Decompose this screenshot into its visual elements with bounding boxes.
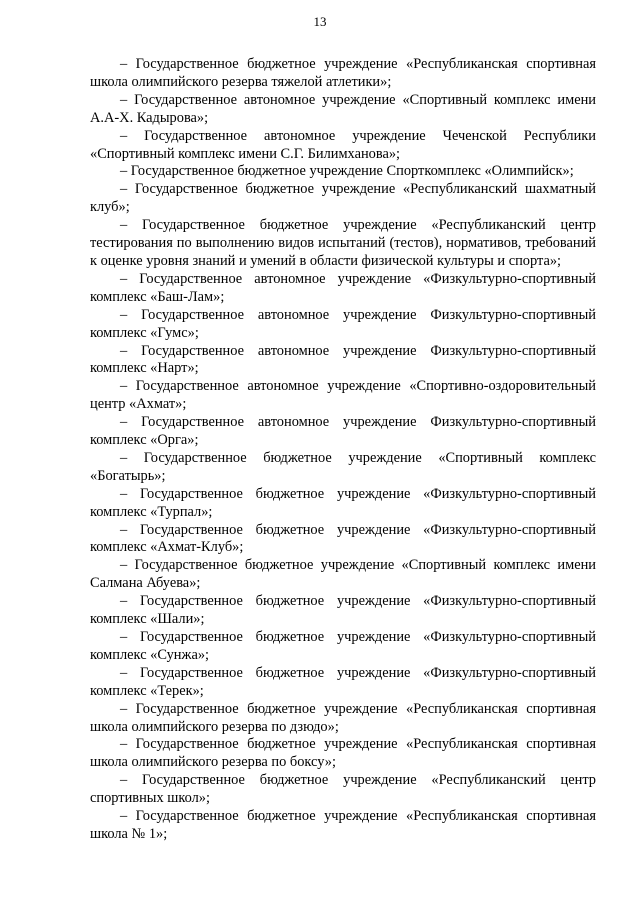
list-item: – Государственное бюджетное учреждение «Физкультурно-спортивный комплекс «Ахмат-Клуб»; (90, 521, 596, 556)
list-item: – Государственное бюджетное учреждение «Республиканская спортивная школа олимпийского резерва по боксу»; (90, 736, 596, 771)
list-item: – Государственное бюджетное учреждение «Физкультурно-спортивный комплекс «Шали»; (90, 593, 596, 628)
page-number: 13 (313, 14, 327, 29)
list-item: – Государственное бюджетное учреждение «Республиканский центр тестирования по выполнению видов испытаний (тестов), нормативов, требований к оценке уровня знаний и умений в области физической культуры и спорта»; (90, 217, 596, 269)
list-item: – Государственное бюджетное учреждение «Спортивный комплекс имени Салмана Абуева»; (90, 557, 596, 592)
list-item: – Государственное бюджетное учреждение «Физкультурно-спортивный комплекс «Турпал»; (90, 485, 596, 520)
institution-list (90, 56, 596, 844)
list-item: – Государственное автономное учреждение «Спортивно-оздоровительный центр «Ахмат»; (90, 378, 596, 413)
list-item: – Государственное бюджетное учреждение «Республиканский центр спортивных школ»; (90, 772, 596, 807)
list-item: – Государственное бюджетное учреждение «Республиканская спортивная школа олимпийского резерва тяжелой атлетики»; (90, 56, 596, 90)
list-item: – Государственное бюджетное учреждение «Спортивный комплекс «Богатырь»; (90, 449, 596, 484)
list-item: – Государственное бюджетное учреждение «Республиканский шахматный клуб»; (90, 181, 596, 216)
list-item: – Государственное бюджетное учреждение Спорткомплекс «Олимпийск»; (120, 163, 574, 180)
list-item: – Государственное автономное учреждение Физкультурно-спортивный комплекс «Орга»; (90, 414, 596, 449)
list-item: – Государственное автономное учреждение Физкультурно-спортивный комплекс «Нарт»; (90, 342, 596, 377)
list-item: – Государственное бюджетное учреждение «Физкультурно-спортивный комплекс «Сунжа»; (90, 629, 596, 663)
list-item: – Государственное автономное учреждение «Спортивный комплекс имени А.А-Х. Кадырова»; (90, 91, 596, 126)
list-item: – Государственное автономное учреждение Чеченской Республики «Спортивный комплекс имени С.Г. Билимханова»; (90, 127, 596, 162)
list-item: – Государственное бюджетное учреждение «Республиканская спортивная школа олимпийского резерва по дзюдо»; (90, 700, 596, 735)
list-item: – Государственное бюджетное учреждение «Республиканская спортивная школа № 1»; (90, 808, 596, 842)
list-item: – Государственное автономное учреждение «Физкультурно-спортивный комплекс «Баш-Лам»; (90, 270, 596, 305)
list-item: – Государственное автономное учреждение Физкультурно-спортивный комплекс «Гумс»; (90, 306, 596, 341)
list-item: – Государственное бюджетное учреждение «Физкультурно-спортивный комплекс «Терек»; (90, 664, 596, 699)
